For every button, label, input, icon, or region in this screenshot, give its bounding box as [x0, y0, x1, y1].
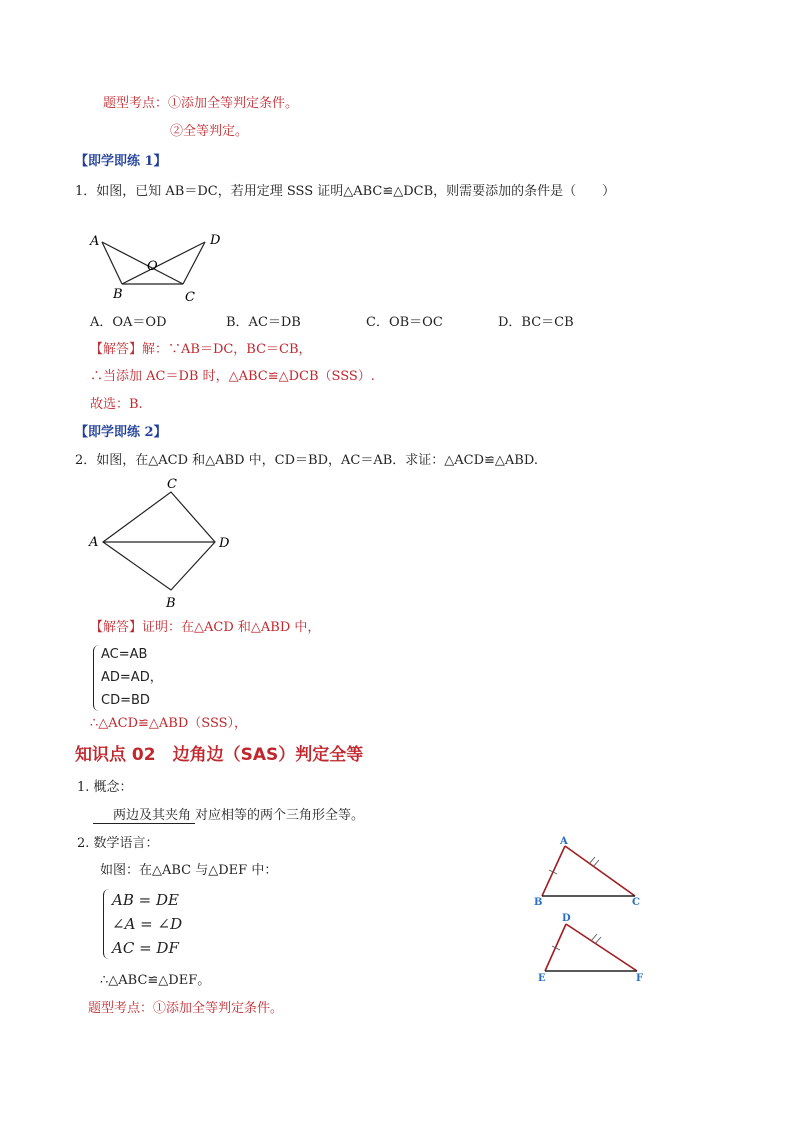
- kp2-math-label: 2. 数学语言：: [77, 836, 159, 851]
- sas-figure: [525, 830, 655, 990]
- label-A: A: [560, 836, 568, 847]
- seg-BD: [122, 242, 205, 284]
- kp2-system: [112, 888, 182, 960]
- ex2-system-line-3: CD=BD: [101, 693, 150, 708]
- ex2-answer-2: ∴△ACD≌△ABD（SSS），: [90, 716, 248, 731]
- quad-ACDB: [103, 492, 215, 590]
- tri1-tick-ac-1: [589, 857, 595, 864]
- label-C: C: [185, 290, 195, 305]
- tri2-DF: [566, 924, 637, 971]
- kp2-concept-blank: 两边及其夹角: [93, 808, 195, 824]
- kp2-concept-label: 1. 概念：: [77, 780, 133, 795]
- label-D: D: [210, 233, 221, 248]
- label-F: F: [636, 973, 644, 984]
- kp2-kaodian: 题型考点：①添加全等判定条件。: [88, 1001, 284, 1016]
- ex2-system-line-1: AC=AB: [101, 647, 148, 662]
- ex1-question: 1．如图，已知 AB＝DC，若用定理 SSS 证明△ABC≌△DCB，则需要添加的条件是（ ）: [75, 184, 616, 199]
- label-B: B: [166, 596, 176, 611]
- ex2-system: [101, 643, 163, 712]
- ex2-question: 2．如图，在△ACD 和△ABD 中，CD＝BD，AC＝AB．求证：△ACD≌△ABD.: [75, 453, 538, 468]
- ex1-option-a: A．OA＝OD: [90, 315, 167, 330]
- seg-AB: [102, 242, 122, 284]
- ex1-figure: [85, 228, 235, 308]
- kaodian-line-1: 题型考点：①添加全等判定条件。: [103, 96, 299, 111]
- ex1-answer-1: 【解答】解：∵AB＝DC，BC＝CB，: [90, 342, 312, 357]
- tri1-AC: [565, 846, 635, 896]
- label-B: B: [113, 287, 123, 302]
- label-B: B: [534, 897, 543, 908]
- kp2-conclusion: ∴△ABC≌△DEF。: [100, 973, 211, 988]
- kp2-system-line-2: ∠A = ∠D: [112, 915, 183, 933]
- kp2-title: 知识点 02 边角边（SAS）判定全等: [75, 745, 364, 765]
- ex2-answer-1: 【解答】证明：在△ACD 和△ABD 中，: [90, 620, 321, 635]
- ex1-option-b: B．AC＝DB: [226, 315, 301, 330]
- ex1-option-c: C．OB＝OC: [366, 315, 443, 330]
- label-C: C: [167, 477, 177, 492]
- label-D: D: [219, 536, 230, 551]
- ex1-answer-3: 故选：B.: [90, 397, 143, 412]
- label-A: A: [89, 535, 99, 550]
- label-C: C: [632, 897, 640, 908]
- label-D: D: [562, 913, 571, 924]
- ex1-option-d: D．BC＝CB: [498, 315, 574, 330]
- kp2-concept-line: [93, 807, 364, 825]
- ex2-figure: [85, 472, 245, 612]
- kp2-concept-rest: 对应相等的两个三角形全等。: [195, 808, 365, 823]
- seg-CD: [183, 242, 205, 284]
- ex2-header: 【即学即练 2】: [75, 425, 167, 440]
- kp2-system-line-1: AB = DE: [112, 891, 179, 909]
- kp2-intro: 如图：在△ABC 与△DEF 中：: [100, 863, 278, 878]
- ex1-header: 【即学即练 1】: [75, 154, 167, 169]
- ex2-system-line-2: AD=AD，: [101, 670, 163, 685]
- kp2-system-line-3: AC = DF: [112, 939, 179, 957]
- kp2-brace: [103, 889, 110, 959]
- tri1-AB: [542, 846, 565, 896]
- ex1-answer-2: ∴当添加 AC＝DB 时，△ABC≌△DCB（SSS）.: [90, 369, 375, 384]
- tri1-tick-ac-2: [593, 860, 599, 867]
- kaodian-line-2: ②全等判定。: [170, 124, 249, 139]
- label-E: E: [538, 973, 546, 984]
- tri2-tick-df-2: [595, 937, 601, 944]
- ex2-brace: [93, 645, 100, 711]
- seg-AC: [102, 242, 183, 284]
- label-O: O: [147, 259, 158, 274]
- label-A: A: [90, 234, 100, 249]
- tri2-tick-df-1: [591, 934, 597, 941]
